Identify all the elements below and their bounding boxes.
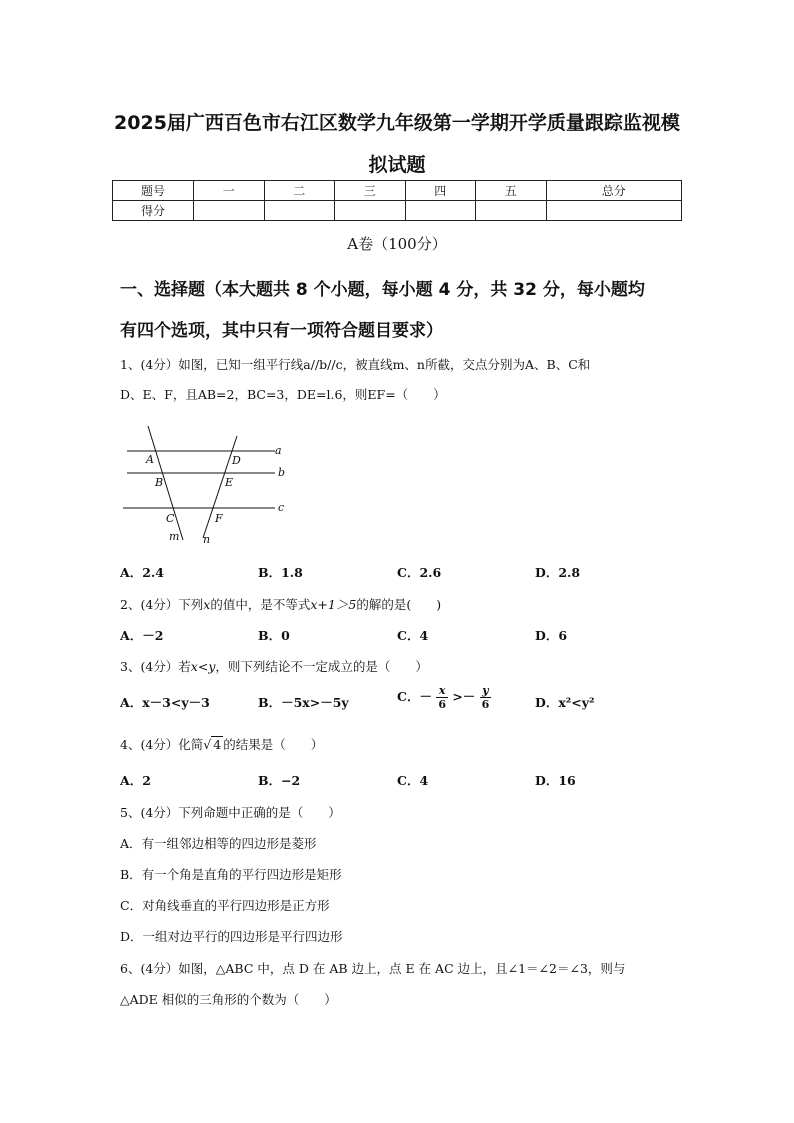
label-F: F — [215, 512, 223, 525]
q5-option-a[interactable]: A．有一组邻边相等的四边形是菱形 — [120, 836, 317, 851]
label-B: B — [155, 476, 164, 489]
q3-prefix: 3、(4分）若 — [120, 659, 191, 674]
score-header-cell: 二 — [264, 181, 335, 201]
label-C: C — [166, 512, 175, 525]
q4-option-c[interactable]: C．4 — [397, 773, 429, 788]
q3-option-c-gt: >－ — [452, 689, 476, 704]
score-cell[interactable] — [476, 201, 547, 221]
score-header-cell: 题号 — [113, 181, 194, 201]
q3-option-c-label: C．－ — [397, 689, 432, 704]
label-a: a — [275, 444, 282, 457]
q1-option-b[interactable]: B．1.8 — [258, 565, 303, 580]
fraction-denominator: 6 — [438, 698, 446, 711]
label-m: m — [169, 530, 180, 543]
q3-fraction-y-over-6 — [480, 684, 492, 711]
q5-option-c[interactable]: C．对角线垂直的平行四边形是正方形 — [120, 898, 330, 913]
q2-option-a[interactable]: A．－2 — [120, 628, 164, 643]
q5-stem: 5、(4分）下列命题中正确的是（ ） — [120, 805, 341, 820]
score-table — [112, 180, 682, 221]
q1-option-d[interactable]: D．2.8 — [535, 565, 581, 580]
section1-heading-line2: 有四个选项，其中只有一项符合题目要求） — [120, 321, 443, 341]
fraction-denominator: 6 — [481, 698, 490, 711]
fraction-numerator: x — [436, 684, 448, 698]
score-table-header-row — [113, 181, 682, 201]
q3-condition: x<y — [190, 659, 216, 674]
q2-stem — [120, 595, 441, 613]
q6-stem-line1: 6、(4分）如图，△ABC 中，点 D 在 AB 边上，点 E 在 AC 边上，且∠1＝∠2＝∠3，则与 — [120, 961, 626, 976]
q1-stem-line2: D、E、F，且AB=2，BC=3，DE=l.6，则EF=（ ） — [120, 387, 446, 402]
label-n: n — [203, 533, 211, 546]
q4-option-d[interactable]: D．16 — [535, 773, 576, 788]
q2-option-d[interactable]: D．6 — [535, 628, 568, 643]
q3-suffix: ，则下列结论不一定成立的是（ ） — [215, 659, 428, 674]
q3-option-c[interactable] — [397, 684, 491, 711]
q4-option-b[interactable]: B．−2 — [258, 773, 301, 788]
q2-inequality: x+1＞5 — [310, 597, 357, 612]
q3-option-a[interactable]: A．x－3<y－3 — [120, 695, 210, 710]
score-cell[interactable] — [194, 201, 265, 221]
q2-suffix: 的解的是( ) — [356, 597, 442, 612]
q5-option-d[interactable]: D．一组对边平行的四边形是平行四边形 — [120, 929, 343, 944]
fraction-numerator: y — [480, 684, 492, 698]
exam-title-line2: 拟试题 — [368, 154, 426, 176]
label-c: c — [278, 501, 285, 514]
score-header-cell: 四 — [405, 181, 476, 201]
sqrt-icon: √ — [203, 737, 212, 752]
q1-option-c[interactable]: C．2.6 — [397, 565, 442, 580]
q4-prefix: 4、(4分）化简 — [120, 737, 204, 752]
q4-suffix: 的结果是（ ） — [223, 737, 324, 752]
q5-option-b[interactable]: B．有一个角是直角的平行四边形是矩形 — [120, 867, 342, 882]
score-cell[interactable] — [264, 201, 335, 221]
q2-option-c[interactable]: C．4 — [397, 628, 429, 643]
score-header-cell: 三 — [335, 181, 406, 201]
q3-fraction-x-over-6 — [436, 684, 448, 711]
section1-heading-line1: 一、选择题（本大题共 8 个小题，每小题 4 分，共 32 分，每小题均 — [120, 280, 645, 300]
score-cell[interactable] — [405, 201, 476, 221]
q6-stem-line2: △ADE 相似的三角形的个数为（ ） — [120, 992, 337, 1007]
q2-var: x — [203, 597, 211, 612]
score-cell[interactable] — [546, 201, 682, 221]
score-table-score-row — [113, 201, 682, 221]
exam-title-line1: 2025届广西百色市右江区数学九年级第一学期开学质量跟踪监视模 — [114, 112, 680, 134]
score-header-cell: 五 — [476, 181, 547, 201]
q3-option-d[interactable]: D．x²<y² — [535, 695, 595, 710]
q1-option-a[interactable]: A．2.4 — [120, 565, 164, 580]
q2-mid: 的值中，是不等式 — [210, 597, 311, 612]
q4-radicand: 4 — [213, 737, 222, 752]
q3-option-b[interactable]: B．－5x>－5y — [258, 695, 349, 710]
q1-stem-line1: 1、(4分）如图，已知一组平行线a//b//c，被直线m、n所截，交点分别为A、B、C和 — [120, 357, 591, 372]
score-row-label: 得分 — [113, 201, 194, 221]
volume-heading: A卷（100分） — [347, 235, 447, 253]
label-A: A — [146, 453, 154, 466]
score-cell[interactable] — [335, 201, 406, 221]
label-E: E — [225, 476, 234, 489]
q2-option-b[interactable]: B．0 — [258, 628, 290, 643]
score-header-cell: 一 — [194, 181, 265, 201]
q4-option-a[interactable]: A．2 — [120, 773, 151, 788]
q2-prefix: 2、(4分）下列 — [120, 597, 204, 612]
score-header-cell: 总分 — [546, 181, 682, 201]
q4-stem — [120, 735, 323, 753]
q1-parallel-lines-figure — [115, 420, 295, 550]
label-D: D — [232, 454, 241, 467]
q3-stem — [120, 657, 428, 675]
label-b: b — [278, 466, 286, 479]
